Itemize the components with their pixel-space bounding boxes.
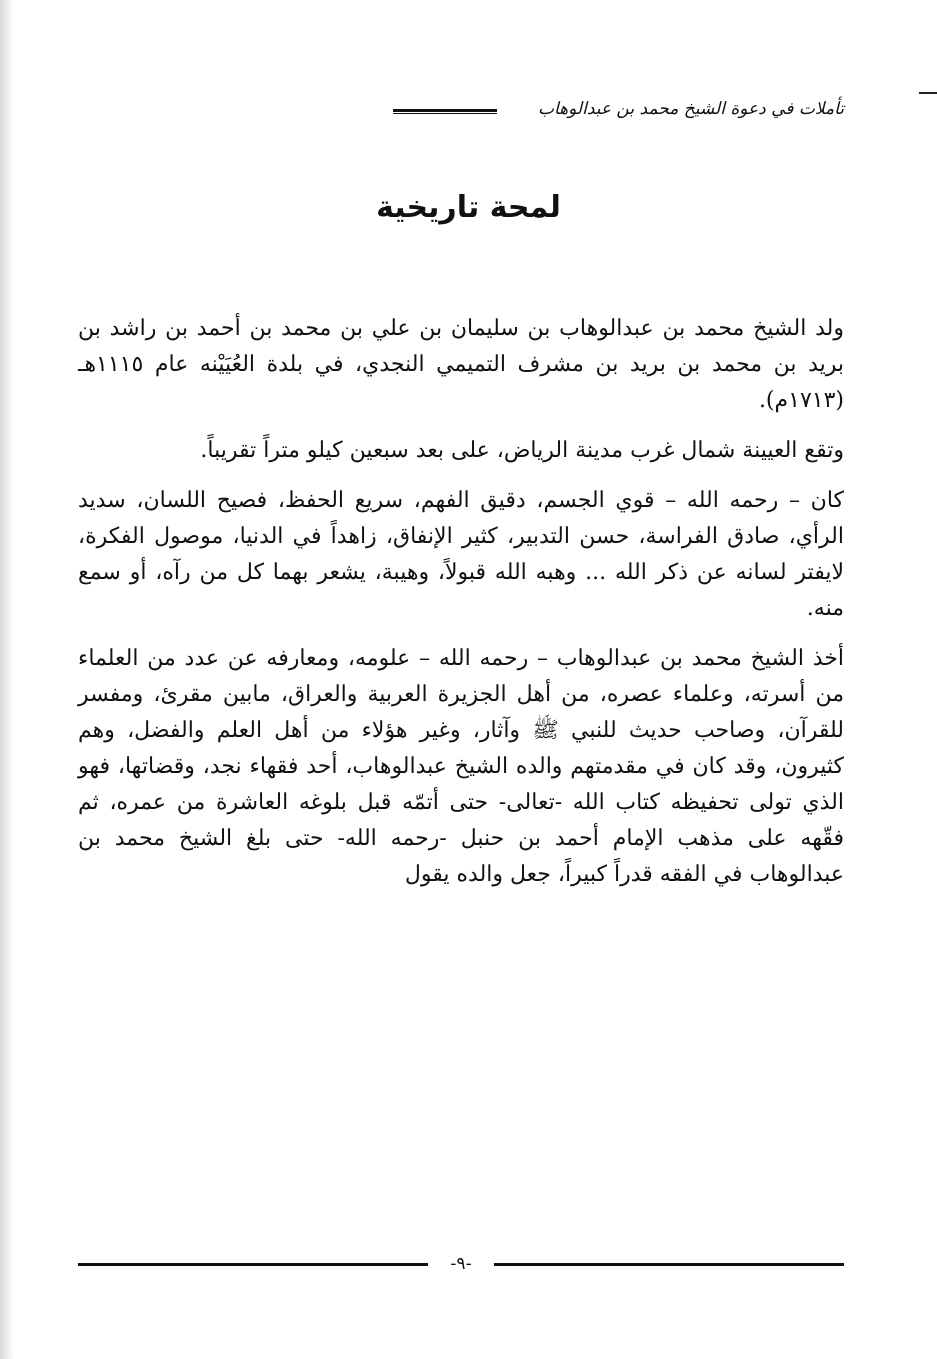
- page-number: -٩-: [450, 1254, 472, 1274]
- chapter-title: لمحة تاريخية: [376, 190, 561, 225]
- header-rule: [393, 109, 497, 114]
- running-header: [78, 97, 844, 123]
- paragraph-character: كان – رحمه الله – قوي الجسم، دقيق الفهم، سريع الحفظ، فصيح اللسان، سديد الرأي، صادق الفراسة، حسن التدبير، كثير الإنفاق، زاهداً في الدنيا، موصول الفكرة، لايفتر لسانه عن ذكر الله ... وهبه الله قبولاً، وهيبة، يشعر بهما كل من رآه، أو سمع منه.: [78, 488, 844, 621]
- body-text: [78, 311, 844, 907]
- footer-rule-right: [494, 1263, 844, 1266]
- paragraph-education: أخذ الشيخ محمد بن عبدالوهاب – رحمه الله – علومه، ومعارفه عن عدد من العلماء من أسرته، وعلماء عصره، من أهل الجزيرة العربية والعراق، مابين مقرئ، ومفسر للقرآن، وصاحب حديث للنبي ﷺ وآثار، وغير هؤلاء من أهل العلم والفضل، وهم كثيرون، وقد كان في مقدمتهم والده الشيخ عبدالوهاب، أحد فقهاء نجد، وقضاتها، فهو الذي تولى تحفيظه كتاب الله -تعالى- حتى أتمّه قبل بلوغه العاشرة من عمره، ثم فقّهه على مذهب الإمام أحمد بن حنبل -رحمه الله- حتى بلغ الشيخ محمد بن عبدالوهاب في الفقه قدراً كبيراً، جعل والده يقول: [78, 646, 844, 887]
- paragraph-location: وتقع العيينة شمال غرب مدينة الرياض، على بعد سبعين كيلو متراً تقريباً.: [200, 438, 844, 463]
- running-header-title: تأملات في دعوة الشيخ محمد بن عبدالوهاب: [538, 99, 844, 119]
- paragraph-birth: ولد الشيخ محمد بن عبدالوهاب بن سليمان بن علي بن محمد بن أحمد بن راشد بن بريد بن محمد بن بريد بن مشرف التميمي النجدي، في بلدة العُيَيْنه عام ١١١٥هـ (١٧١٣م).: [78, 316, 844, 413]
- footer-rule-left: [78, 1263, 428, 1266]
- margin-mark: [919, 92, 937, 94]
- page-footer: [78, 1252, 844, 1276]
